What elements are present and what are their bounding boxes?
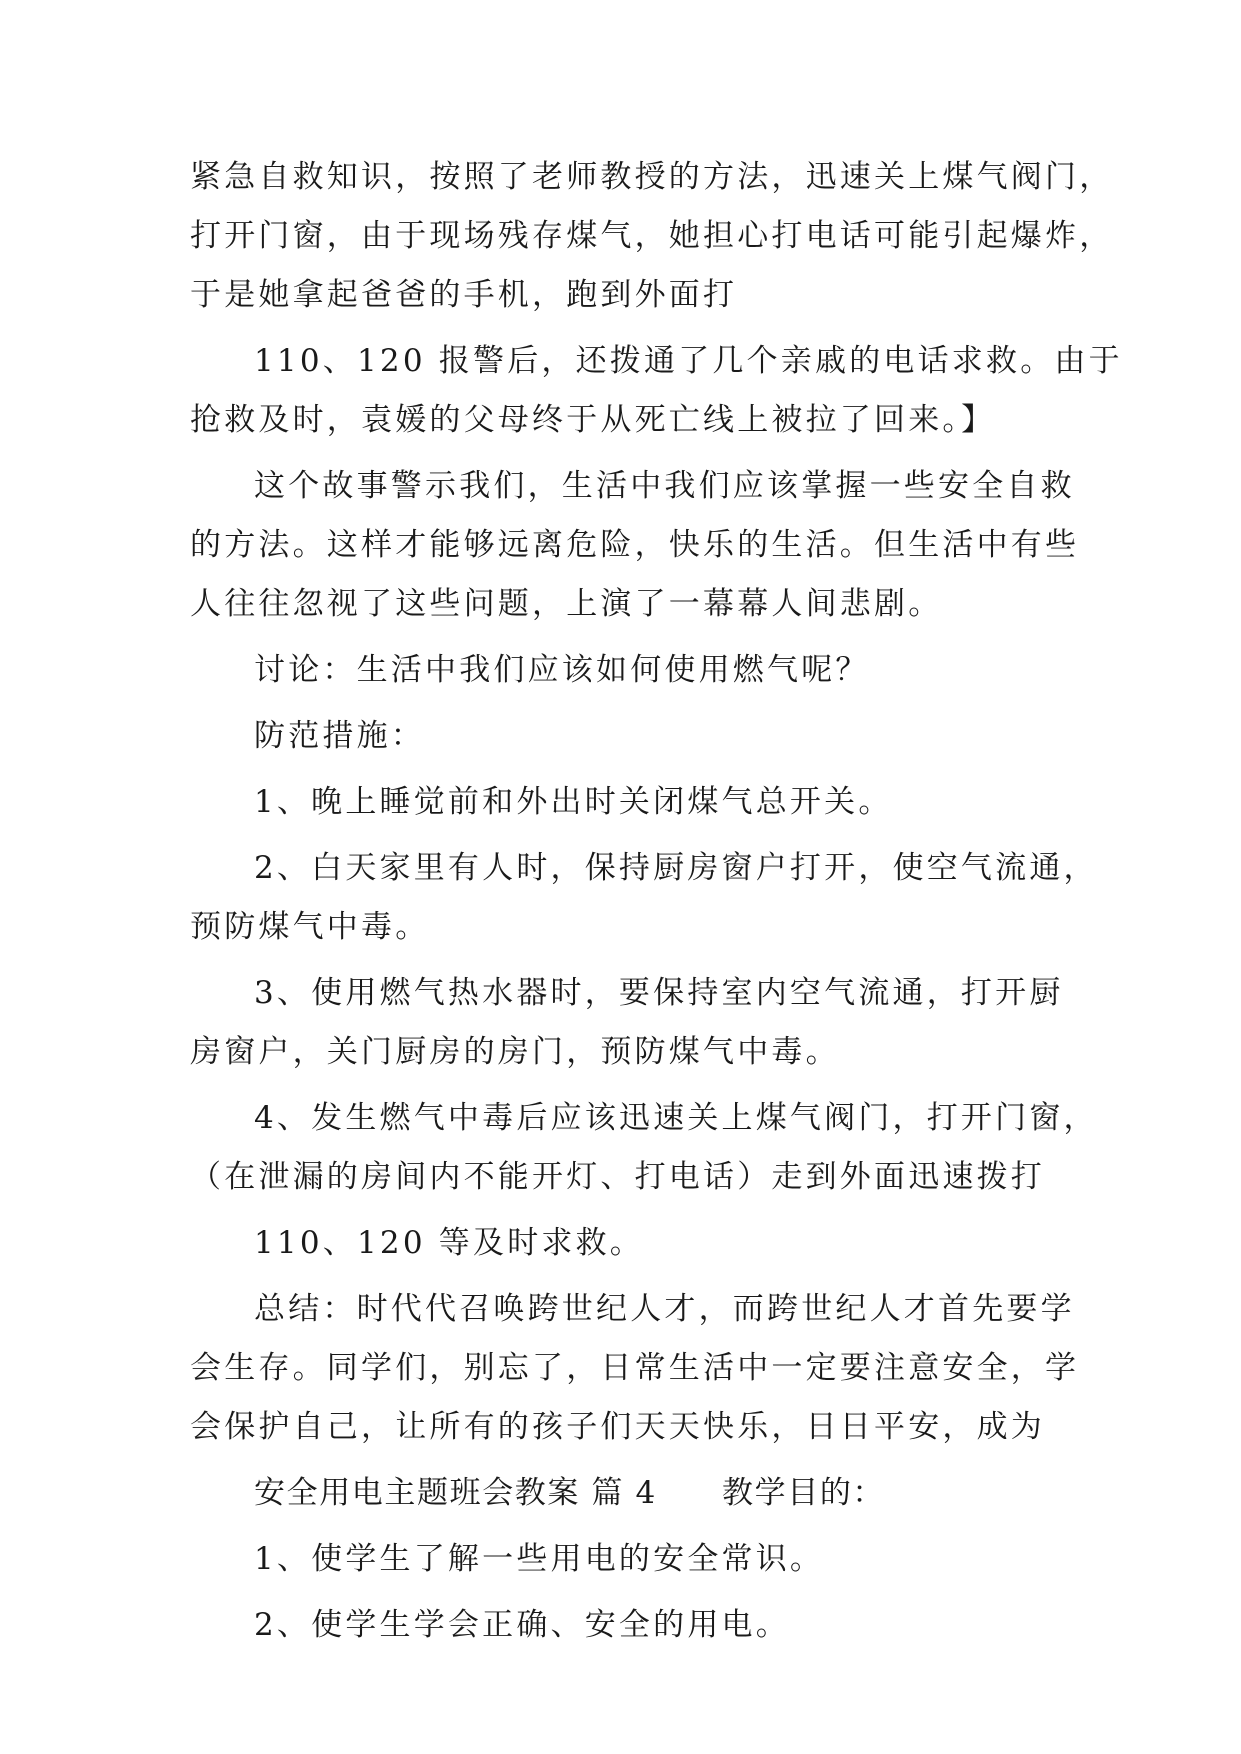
text-line-20: 会生存。同学们，别忘了，日常生活中一定要注意安全，学 — [190, 1350, 1080, 1386]
text-line-19: 总结：时代代召唤跨世纪人才，而跨世纪人才首先要学 — [254, 1291, 1075, 1327]
text-line-11: 1、晚上睡觉前和外出时关闭煤气总开关。 — [254, 784, 893, 820]
text-line-9: 讨论：生活中我们应该如何使用燃气呢？ — [254, 652, 870, 688]
text-line-2: 打开门窗，由于现场残存煤气，她担心打电话可能引起爆炸， — [190, 218, 1114, 254]
text-line-3: 于是她拿起爸爸的手机，跑到外面打 — [190, 277, 738, 313]
text-line-12: 2、白天家里有人时，保持厨房窗户打开，使空气流通， — [254, 850, 1098, 886]
text-line-5: 抢救及时，袁媛的父母终于从死亡线上被拉了回来。】 — [190, 402, 996, 438]
text-line-6: 这个故事警示我们，生活中我们应该掌握一些安全自救 — [254, 468, 1075, 504]
text-line-17: （在泄漏的房间内不能开灯、打电话）走到外面迅速拨打 — [190, 1159, 1045, 1195]
text-line-14: 3、使用燃气热水器时，要保持室内空气流通，打开厨 — [254, 975, 1064, 1011]
text-line-10: 防范措施： — [254, 718, 425, 754]
text-line-21: 会保护自己，让所有的孩子们天天快乐，日日平安，成为 — [190, 1409, 1045, 1445]
text-line-24: 2、使学生学会正确、安全的用电。 — [254, 1607, 790, 1643]
text-line-7: 的方法。这样才能够远离危险，快乐的生活。但生活中有些 — [190, 527, 1080, 563]
text-line-8: 人往往忽视了这些问题，上演了一幕幕人间悲剧。 — [190, 586, 943, 622]
section-heading: 安全用电主题班会教案 篇 4 教学目的： — [254, 1475, 886, 1511]
text-line-23: 1、使学生了解一些用电的安全常识。 — [254, 1541, 825, 1577]
text-line-4: 110、120 报警后，还拨通了几个亲戚的电话求救。由于 — [254, 343, 1123, 379]
text-line-13: 预防煤气中毒。 — [190, 909, 430, 945]
text-line-1: 紧急自救知识，按照了老师教授的方法，迅速关上煤气阀门， — [190, 159, 1114, 195]
text-line-18: 110、120 等及时求救。 — [254, 1225, 644, 1261]
text-line-15: 房窗户，关门厨房的房门，预防煤气中毒。 — [190, 1034, 840, 1070]
text-line-16: 4、发生燃气中毒后应该迅速关上煤气阀门，打开门窗， — [254, 1100, 1098, 1136]
